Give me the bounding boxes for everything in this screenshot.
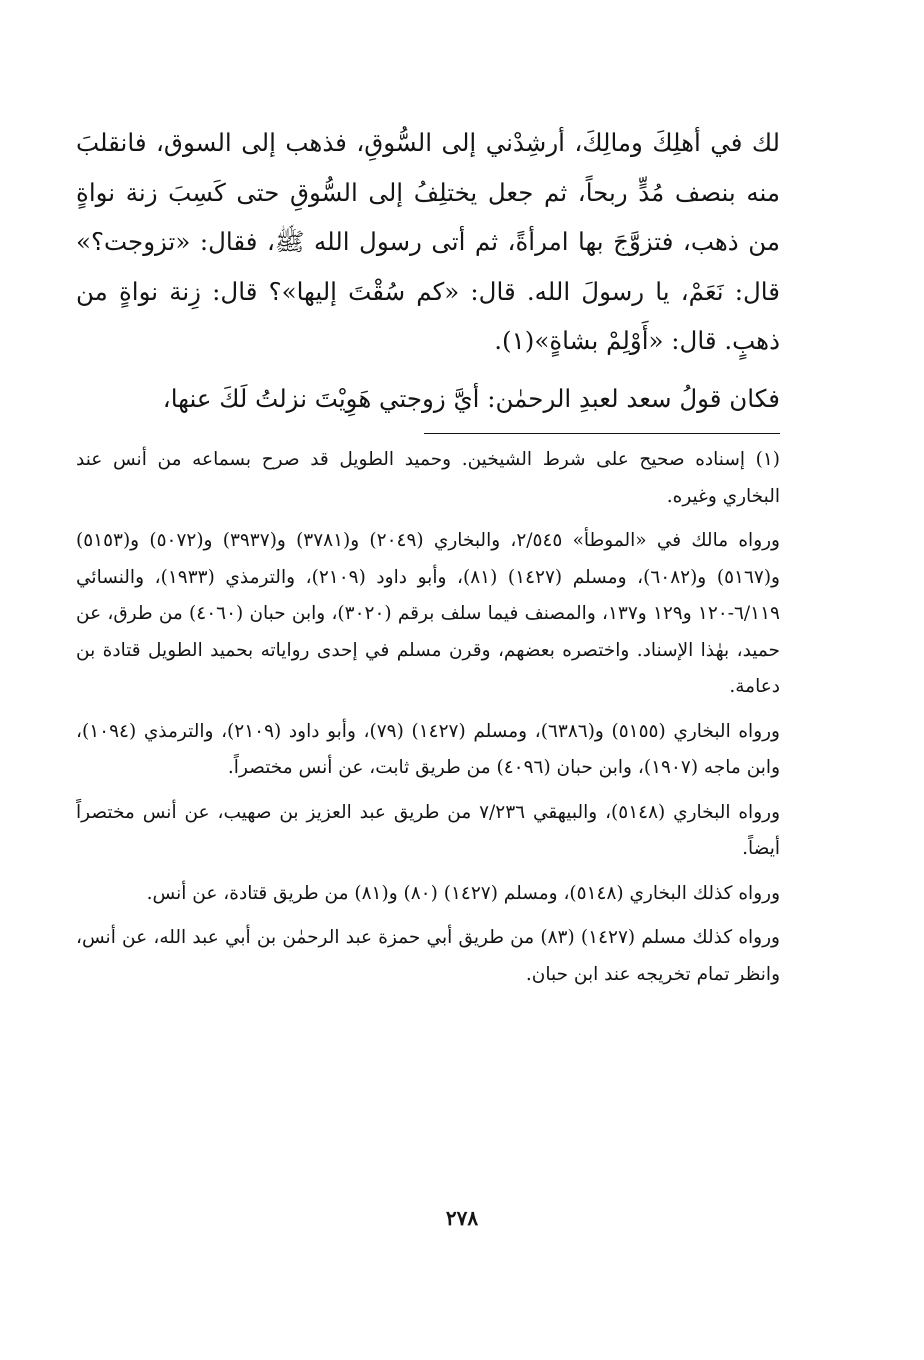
footnote-paragraph: ورواه البخاري (٥١٤٨)، والبيهقي ٧/٢٣٦ من طريق عبد العزيز بن صهيب، عن أنس مختصراً أيضاً. (76, 801, 780, 859)
main-paragraph-1: لك في أهلِكَ ومالِكَ، أرشِدْني إلى السُّوقِ، فذهب إلى السوق، فانقلبَ منه بنصف مُدٍّ ربحاً، ثم جعل يختلِفُ إلى السُّوقِ حتى كَسِبَ زنة نواةٍ من ذهب، فتزوَّجَ بها امرأةً، ثم أتى رسول الله ﷺ، فقال: «تزوجت؟» قال: نَعَمْ، يا رسولَ الله. قال: «كم سُقْتَ إليها»؟ قال: زِنة نواةٍ من ذهبٍ. قال: «أَوْلِمْ بشاةٍ»(١). (76, 128, 780, 355)
page-number: ٢٧٨ (445, 1206, 479, 1230)
footnote-paragraph: ورواه كذلك مسلم (١٤٢٧) (٨٣) من طريق أبي حمزة عبد الرحمٰن بن أبي عبد الله، عن أنس، وانظر تمام تخريجه عند ابن حبان. (76, 927, 780, 985)
footnote-paragraph: ورواه مالك في «الموطأ» ٢/٥٤٥، والبخاري (٢٠٤٩) و(٣٧٨١) و(٣٩٣٧) و(٥٠٧٢) و(٥١٥٣) و(٥١٦٧) و(٦٠٨٢)، ومسلم (١٤٢٧) (٨١)، وأبو داود (٢١٠٩)، والترمذي (١٩٣٣)، والنسائي ٦/١١٩-١٢٠ و١٢٩ و١٣٧، والمصنف فيما سلف برقم (٣٠٢٠)، وابن حبان (٤٠٦٠) من طرق، عن حميد، بهٰذا الإسناد. واختصره بعضهم، وقرن مسلم في إحدى رواياته بحميد الطويل قتادة بن دعامة. (76, 530, 780, 697)
main-text (76, 118, 780, 423)
main-paragraph-2: فكان قولُ سعد لعبدِ الرحمٰن: أيَّ زوجتي هَوِيْتَ نزلتُ لَكَ عنها، (162, 383, 780, 413)
footnotes (76, 442, 780, 993)
page-content (76, 118, 780, 1001)
footnote-paragraph: ورواه كذلك البخاري (٥١٤٨)، ومسلم (١٤٢٧) (٨٠) و(٨١) من طريق قتادة، عن أنس. (146, 882, 780, 904)
footnote-separator (424, 433, 780, 434)
footnote-1: (١) إسناده صحيح على شرط الشيخين. وحميد الطويل قد صرح بسماعه من أنس عند البخاري وغيره. (76, 449, 780, 507)
footnote-paragraph: ورواه البخاري (٥١٥٥) و(٦٣٨٦)، ومسلم (١٤٢٧) (٧٩)، وأبو داود (٢١٠٩)، والترمذي (١٠٩٤)، وابن ماجه (١٩٠٧)، وابن حبان (٤٠٩٦) من طريق ثابت، عن أنس مختصراً. (76, 720, 780, 778)
